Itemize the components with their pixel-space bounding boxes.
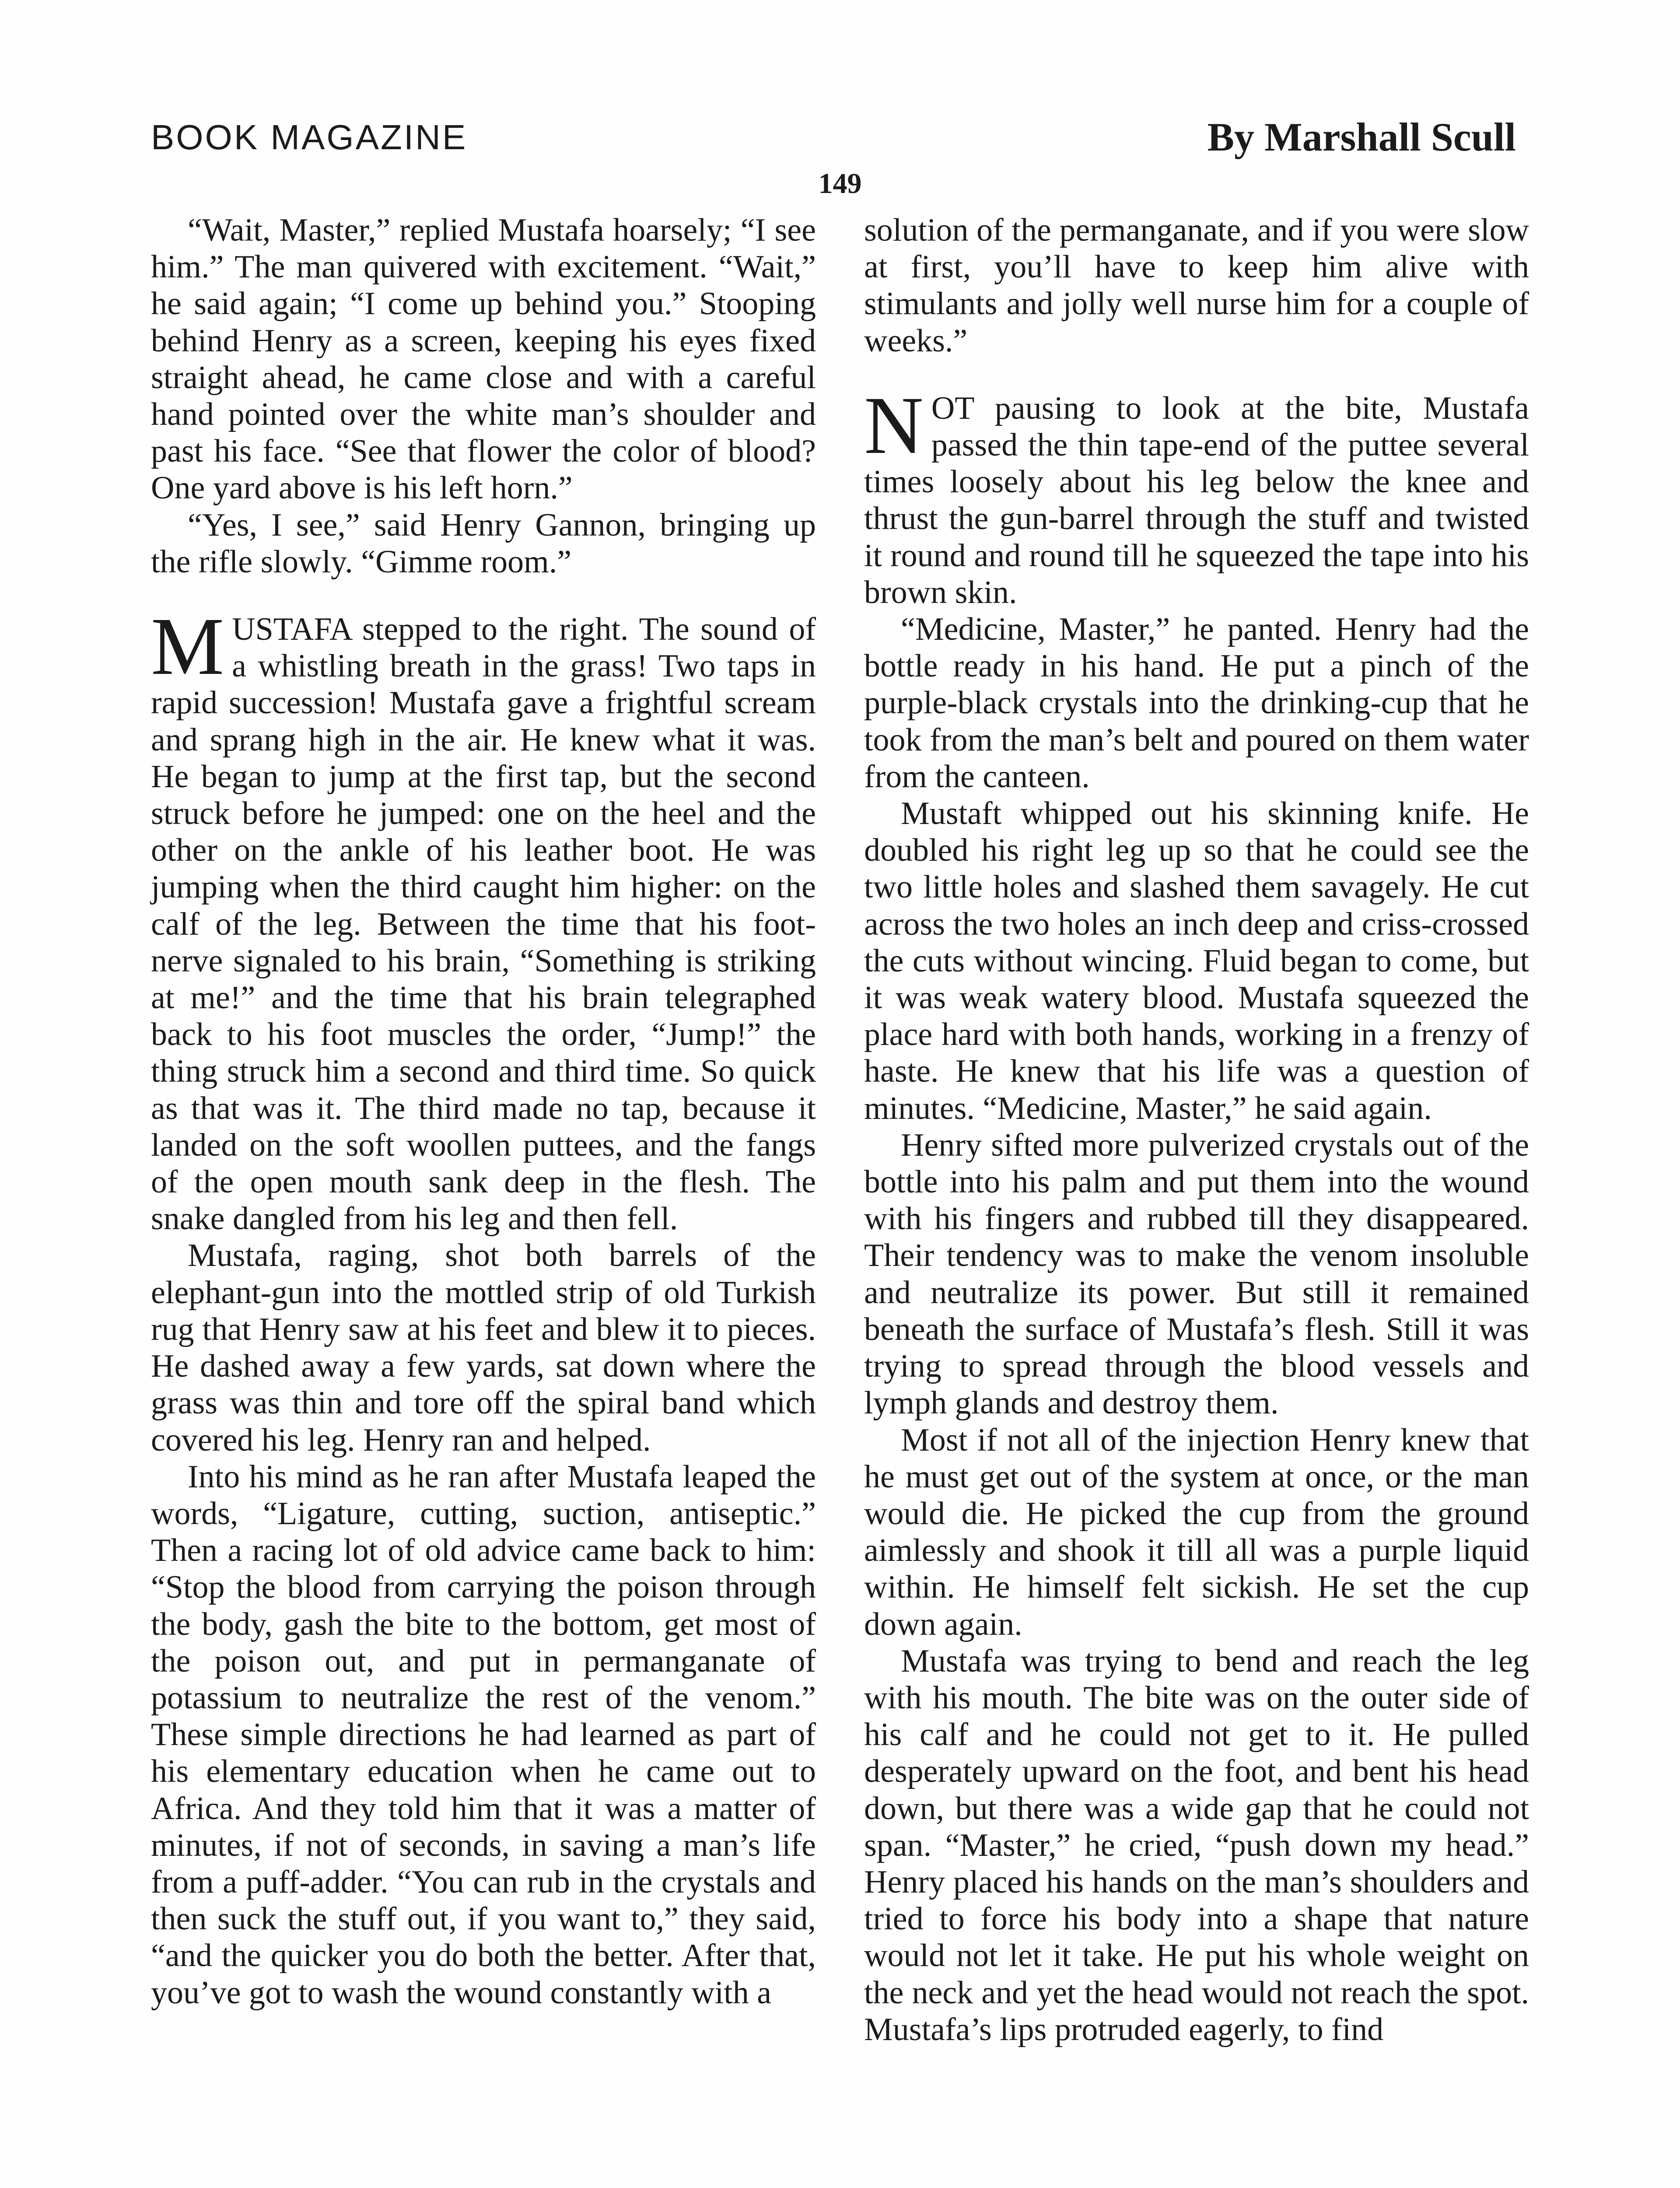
paragraph: Mustafa was trying to bend and reach the leg with his mouth. The bite was on the outer side of his calf and he could not get to it. He pulled desperately upward on the foot, and bent his head down, but there was a wide gap that he could not span. “Master,” he cried, “push down my head.” Henry placed his hands on the man’s shoulders and tried to force his body into a shape that nature would not let it take. He put his whole weight on the neck and yet the head would not reach the spot. Mustafa’s lips protruded eagerly, to find: [864, 1643, 1529, 2048]
section-break: [864, 359, 1529, 390]
paragraph: Most if not all of the injection Henry knew that he must get out of the system at once, or the man would die. He picked the cup from the ground aimlessly and shook it till all was a purple liquid within. He himself felt sickish. He set the cup down again.: [864, 1422, 1529, 1642]
author-byline: By Marshall Scull: [1207, 115, 1516, 159]
paragraph: “Medicine, Master,” he panted. Henry had the bottle ready in his hand. He put a pinch of the purple-black crystals into the drinking-cup that he took from the man’s belt and poured on them water from the canteen.: [864, 611, 1529, 795]
paragraph: “Wait, Master,” replied Mustafa hoarsely; “I see him.” The man quivered with excitement. “Wait,” he said again; “I come up behind you.” Stooping behind Henry as a screen, keeping his eyes fixed straight ahead, he came close and with a careful hand pointed over the white man’s shoulder and past his face. “See that flower the color of blood? One yard above is his left horn.”: [151, 212, 816, 506]
paragraph: Mustaft whipped out his skinning knife. He doubled his right leg up so that he could see the two little holes and slashed them savagely. He cut across the two holes an inch deep and criss-crossed the cuts without wincing. Fluid began to come, but it was weak watery blood. Mustafa squeezed the place hard with both hands, working in a frenzy of haste. He knew that his life was a question of minutes. “Medicine, Master,” he said again.: [864, 796, 1529, 1126]
paragraph: “Yes, I see,” said Henry Gannon, bringing up the rifle slowly. “Gimme room.”: [151, 507, 816, 580]
section-break: [151, 580, 816, 611]
paragraph-text: OT pausing to look at the bite, Mustafa passed the thin tape-end of the puttee several times loosely about his leg below the knee and thrust the gun-barrel through the stuff and twisted it round and round till he squeezed the tape into his brown skin.: [864, 390, 1529, 610]
paragraph: Henry sifted more pulverized crystals out of the bottle into his palm and put them into the wound with his fingers and rubbed till they disappeared. Their tendency was to make the venom insoluble and neutralize its power. But still it remained beneath the surface of Mustafa’s flesh. Still it was trying to spread through the blood vessels and lymph glands and destroy them.: [864, 1127, 1529, 1421]
publication-title: BOOK MAGAZINE: [151, 118, 468, 157]
paragraph-text: USTAFA stepped to the right. The sound of a whistling breath in the grass! Two taps in rapid succession! Mustafa gave a frightful scream and sprang high in the air. He knew what it was. He began to jump at the first tap, but the second struck before he jumped: one on the heel and the other on the ankle of his leather boot. He was jumping when the third caught him higher: on the calf of the leg. Between the time that his foot-nerve signaled to his brain, “Something is striking at me!” and the time that his brain telegraphed back to his foot muscles the order, “Jump!” the thing struck him a second and third time. So quick as that was it. The third made no tap, because it landed on the soft woollen puttees, and the fangs of the open mouth sank deep in the flesh. The snake dangled from his leg and then fell.: [151, 611, 816, 1237]
drop-cap: M: [151, 600, 224, 692]
section-opening-paragraph: [864, 379, 1529, 611]
left-column: [151, 212, 816, 2011]
section-opening-paragraph: [151, 600, 816, 1237]
drop-cap: N: [864, 379, 924, 471]
page-number: 149: [818, 168, 862, 200]
right-column: [864, 212, 1529, 2048]
paragraph: solution of the permanganate, and if you were slow at first, you’ll have to keep him alive with stimulants and jolly well nurse him for a couple of weeks.”: [864, 212, 1529, 359]
paragraph: Into his mind as he ran after Mustafa leaped the words, “Ligature, cutting, suction, antiseptic.” Then a racing lot of old advice came back to him: “Stop the blood from carrying the poison through the body, gash the bite to the bottom, get most of the poison out, and put in permanganate of potassium to neutralize the rest of the venom.” These simple directions he had learned as part of his elementary education when he came out to Africa. And they told him that it was a matter of minutes, if not of seconds, in saving a man’s life from a puff-adder. “You can rub in the crystals and then suck the stuff out, if you want to,” they said, “and the quicker you do both the better. After that, you’ve got to wash the wound constantly with a: [151, 1459, 816, 2011]
paragraph: Mustafa, raging, shot both barrels of the elephant-gun into the mottled strip of old Turkish rug that Henry saw at his feet and blew it to pieces. He dashed away a few yards, sat down where the grass was thin and tore off the spiral band which covered his leg. Henry ran and helped.: [151, 1238, 816, 1458]
